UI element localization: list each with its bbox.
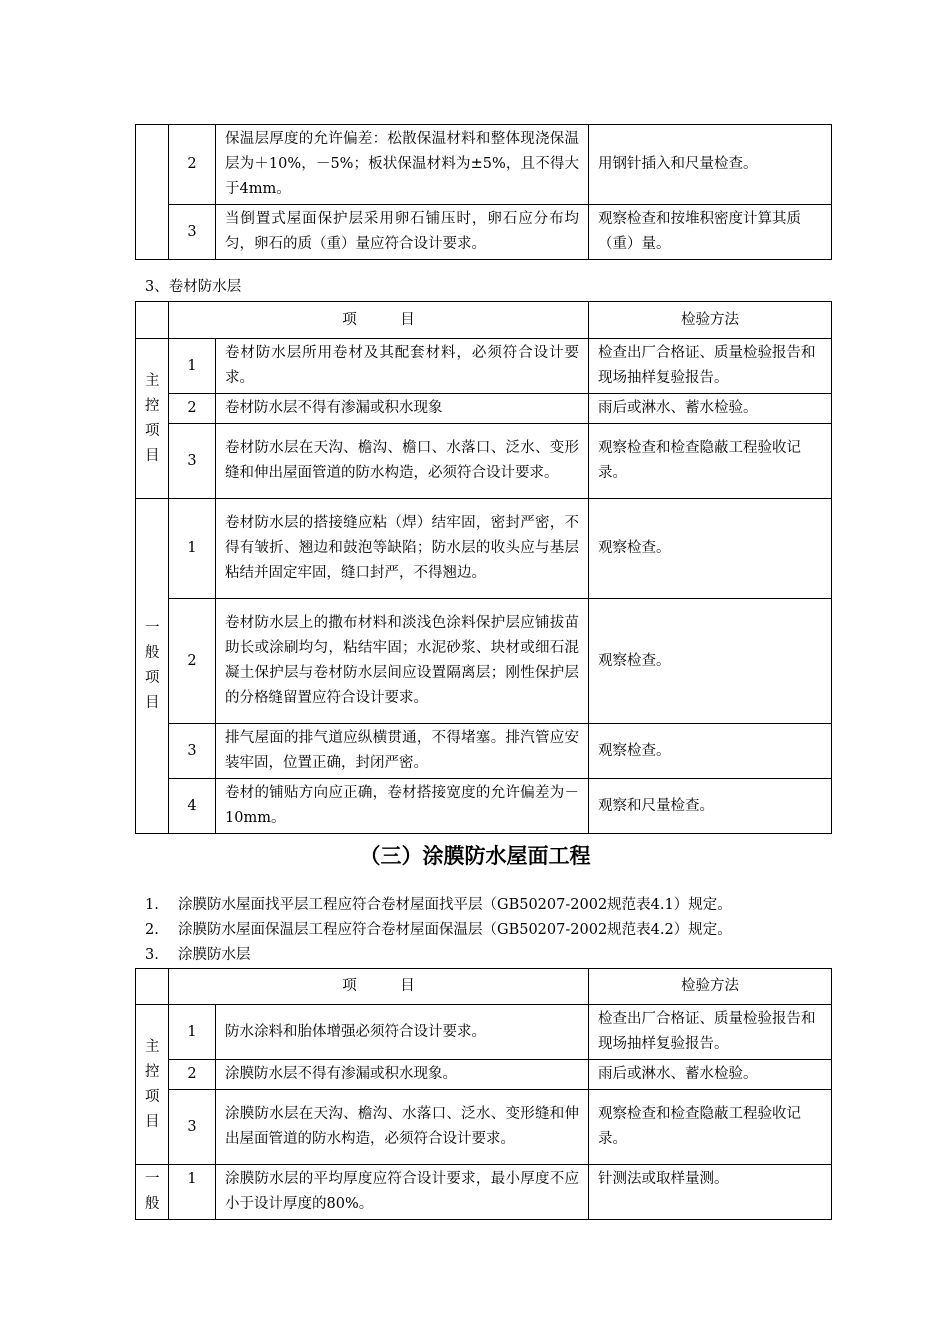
row-number: 2 [169,1060,216,1090]
row-method: 针测法或取样量测。 [589,1165,832,1220]
list-item: 3. 涂膜防水层 [145,947,251,963]
table-row [136,125,832,205]
row-number: 4 [169,779,216,834]
table-coating-waterproof [135,968,832,1220]
row-description: 卷材防水层的搭接缝应粘（焊）结牢固，密封严密，不得有皱折、翘边和鼓泡等缺陷；防水层的收头应与基层粘结并固定牢固，缝口封严，不得翘边。 [216,499,589,599]
table-row [136,499,832,599]
table-row [136,394,832,424]
row-method: 雨后或淋水、蓄水检验。 [589,394,832,424]
row-description: 排气屋面的排气道应纵横贯通，不得堵塞。排汽管应安装牢固，位置正确，封闭严密。 [216,724,589,779]
list-item: 1. 涂膜防水屋面找平层工程应符合卷材屋面找平层（GB50207-2002规范表4.1）规定。 [145,897,732,913]
row-method: 观察检查和检查隐蔽工程验收记录。 [589,424,832,499]
row-description: 卷材防水层在天沟、檐沟、檐口、水落口、泛水、变形缝和伸出屋面管道的防水构造，必须符合设计要求。 [216,424,589,499]
table-row [136,339,832,394]
header-method: 检验方法 [589,302,832,339]
table-row [136,779,832,834]
row-number: 1 [169,499,216,599]
table-row [136,1165,832,1220]
header-blank [136,969,169,1005]
table-row [136,1060,832,1090]
row-method: 用钢针插入和尺量检查。 [589,125,832,205]
row-number: 1 [169,1165,216,1220]
category-cell [136,125,169,260]
row-method: 检查出厂合格证、质量检验报告和现场抽样复验报告。 [589,1005,832,1060]
header-method: 检验方法 [589,969,832,1005]
row-number: 3 [169,1090,216,1165]
row-number: 2 [169,599,216,724]
section-label-membrane: 3、卷材防水层 [145,279,242,295]
table-header-row [136,302,832,339]
main-control-label: 主 控 项 目 [136,339,169,499]
header-item: 项 目 [169,302,589,339]
table-row [136,724,832,779]
row-description: 涂膜防水层不得有渗漏或积水现象。 [216,1060,589,1090]
table-header-row [136,969,832,1005]
row-description: 当倒置式屋面保护层采用卵石铺压时，卵石应分布均匀，卵石的质（重）量应符合设计要求。 [216,205,589,260]
general-item-label: 一 般 [136,1165,169,1220]
row-number: 1 [169,1005,216,1060]
list-item: 2. 涂膜防水屋面保温层工程应符合卷材屋面保温层（GB50207-2002规范表4.2）规定。 [145,922,732,938]
row-number: 3 [169,724,216,779]
row-description: 卷材防水层上的撒布材料和淡浅色涂料保护层应铺拔苗助长或涂刷均匀，粘结牢固；水泥砂浆、块材或细石混凝土保护层与卷材防水层间应设置隔离层；刚性保护层的分格缝留置应符合设计要求。 [216,599,589,724]
row-number: 3 [169,424,216,499]
row-description: 保温层厚度的允许偏差：松散保温材料和整体现浇保温层为＋10%，－5%；板状保温材料为±5%，且不得大于4mm。 [216,125,589,205]
row-method: 观察检查。 [589,724,832,779]
row-description: 防水涂料和胎体增强必须符合设计要求。 [216,1005,589,1060]
table-row [136,1005,832,1060]
row-description: 卷材的铺贴方向应正确，卷材搭接宽度的允许偏差为－10mm。 [216,779,589,834]
general-item-label: 一 般 项 目 [136,499,169,834]
row-description: 卷材防水层所用卷材及其配套材料，必须符合设计要求。 [216,339,589,394]
table-row [136,205,832,260]
row-method: 观察检查。 [589,599,832,724]
row-number: 2 [169,125,216,205]
row-description: 卷材防水层不得有渗漏或积水现象 [216,394,589,424]
header-item: 项 目 [169,969,589,1005]
row-method: 观察检查。 [589,499,832,599]
table-row [136,1090,832,1165]
table-row [136,599,832,724]
section-heading: （三）涂膜防水屋面工程 [359,844,591,868]
row-number: 1 [169,339,216,394]
row-description: 涂膜防水层的平均厚度应符合设计要求，最小厚度不应小于设计厚度的80%。 [216,1165,589,1220]
table-membrane-waterproof [135,301,832,834]
row-method: 观察检查和按堆积密度计算其质（重）量。 [589,205,832,260]
main-control-label: 主 控 项 目 [136,1005,169,1165]
row-number: 2 [169,394,216,424]
table-insulation-continued [135,124,832,260]
row-method: 雨后或淋水、蓄水检验。 [589,1060,832,1090]
row-number: 3 [169,205,216,260]
row-method: 检查出厂合格证、质量检验报告和现场抽样复验报告。 [589,339,832,394]
header-blank [136,302,169,339]
row-method: 观察和尺量检查。 [589,779,832,834]
table-row [136,424,832,499]
row-description: 涂膜防水层在天沟、檐沟、水落口、泛水、变形缝和伸出屋面管道的防水构造，必须符合设计要求。 [216,1090,589,1165]
row-method: 观察检查和检查隐蔽工程验收记录。 [589,1090,832,1165]
